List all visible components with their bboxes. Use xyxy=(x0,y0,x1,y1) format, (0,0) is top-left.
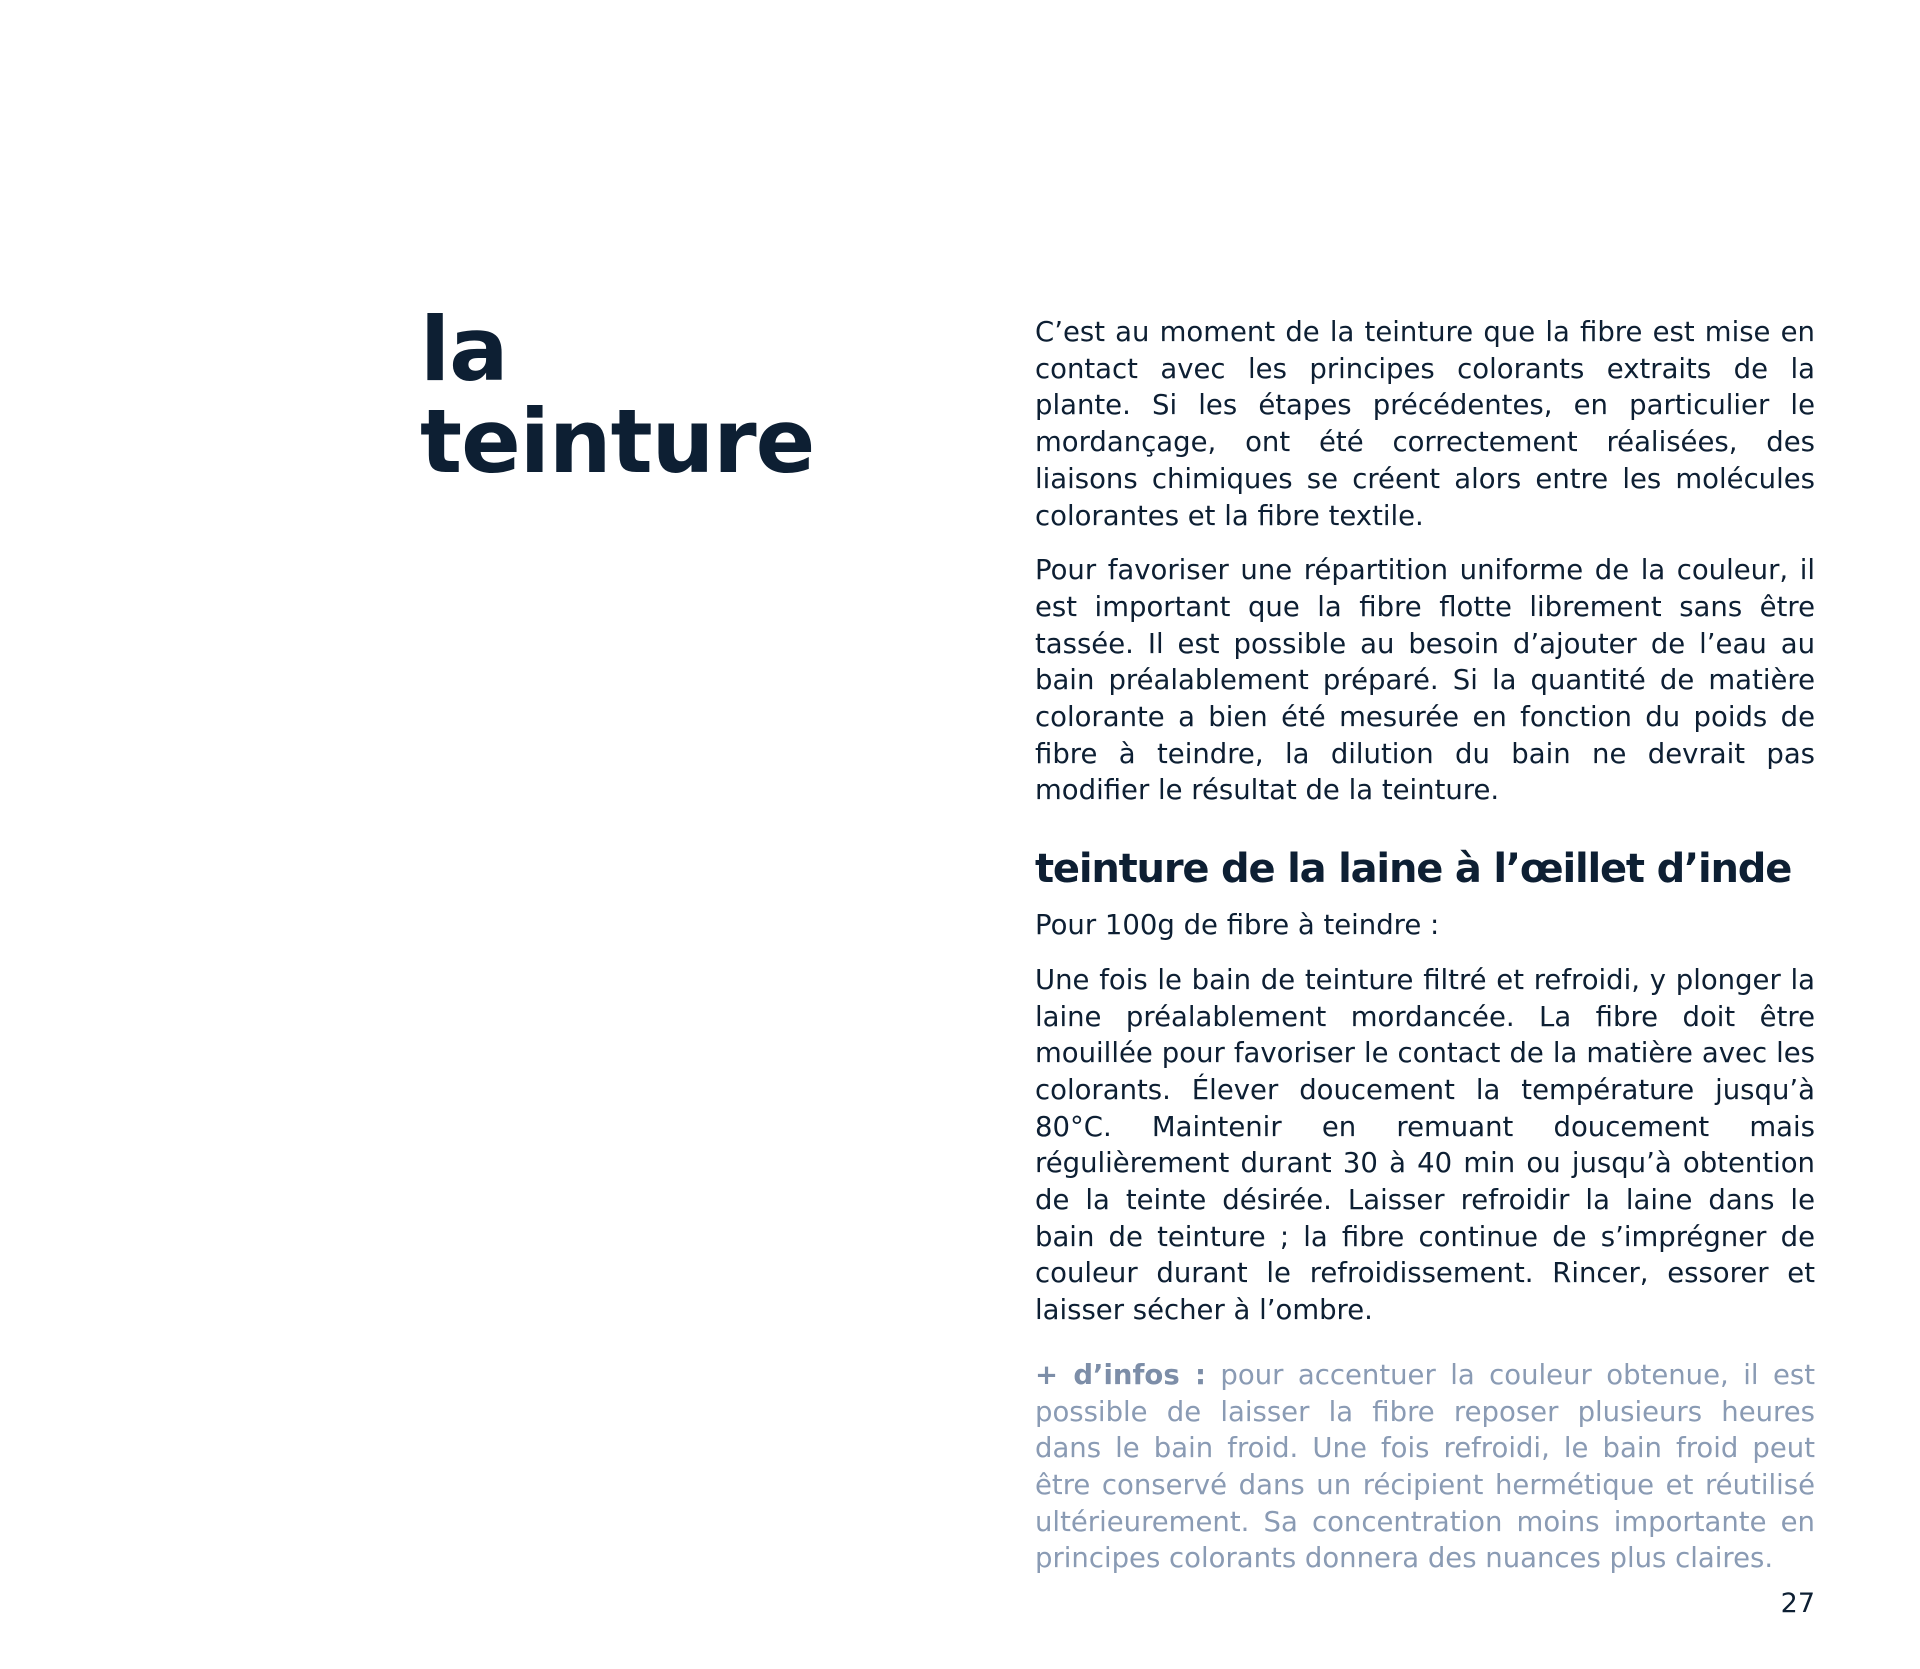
info-label: + d’infos : xyxy=(1035,1358,1206,1391)
instructions-paragraph: Une fois le bain de teinture filtré et refroidi, y plonger la laine préalablement mordancée. La fibre doit être mouillée pour favoriser le contact de la matière avec les colorants. Élever doucement la température jusqu’à 80°C. Maintenir en remuant doucement mais régulièrement durant 30 à 40 min ou jusqu’à obtention de la teinte désirée. Laisser refroidir la laine dans le bain de teinture ; la fibre continue de s’imprégner de couleur durant le refroidissement. Rincer, essorer et laisser sécher à l’ombre. xyxy=(1035,963,1815,1327)
quantity-line: Pour 100g de fibre à teindre : xyxy=(1035,909,1440,942)
intro-paragraph-2: Pour favoriser une répartition uniforme de la couleur, il est important que la fibre flotte librement sans être tassée. Il est possible au besoin d’ajouter de l’eau au bain préalablement préparé. Si la quantité de matière colorante a bien été mesurée en fonction du poids de fibre à teindre, la dilution du bain ne devrait pas modifier le résultat de la teinture. xyxy=(1035,554,1815,807)
intro-paragraph-1: C’est au moment de la teinture que la fibre est mise en contact avec les principes colorants extraits de la plante. Si les étapes précédentes, en particulier le mordançage, ont été correctement réalisées, des liaisons chimiques se créent alors entre les molécules colorantes et la fibre textile. xyxy=(1035,316,1815,532)
info-text: pour accentuer la couleur obtenue, il est possible de laisser la fibre reposer plusieurs heures dans le bain froid. Une fois refroidi, le bain froid peut être conservé dans un récipient hermétique et réutilisé ultérieurement. Sa concentration moins importante en principes colorants donnera des nuances plus claires. xyxy=(1035,1358,1815,1575)
section-heading: teinture de la laine à l’œillet d’inde xyxy=(1035,846,1792,893)
page-title: la teinture xyxy=(420,298,815,494)
body-text-column xyxy=(1035,314,1815,1577)
page-number: 27 xyxy=(1780,1588,1815,1619)
info-note xyxy=(1035,1357,1815,1577)
